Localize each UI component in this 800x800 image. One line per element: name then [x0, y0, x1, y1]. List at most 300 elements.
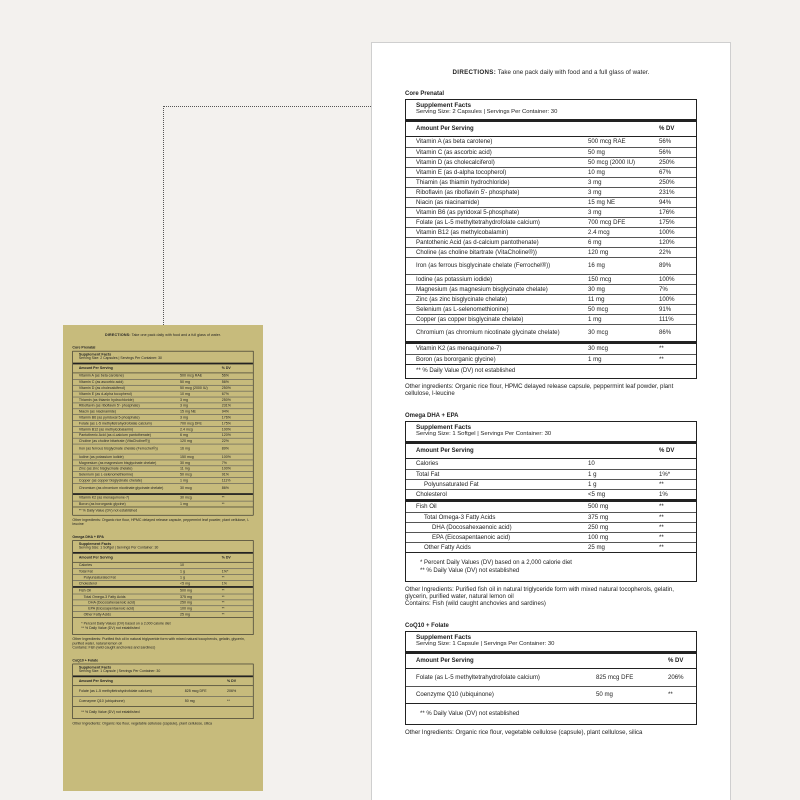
nutrient-row	[406, 669, 696, 686]
dv-header: % DV	[659, 126, 675, 132]
nutrient-row	[73, 391, 253, 397]
nutrient-rows	[406, 137, 696, 341]
other-ingredients: Other Ingredients: Organic rice flour, vegetable cellulose (capsule), plant cellulose, silica	[72, 721, 213, 726]
nutrient-name: Vitamin D (as cholecalciferol)	[416, 158, 495, 166]
nutrient-row	[406, 324, 696, 341]
nutrient-name: Magnesium (as magnesium bisglycinate chelate)	[416, 285, 548, 293]
nutrient-dv: 250%	[221, 397, 231, 402]
nutrient-row	[406, 227, 696, 237]
nutrient-amount: 250 mg	[180, 600, 192, 605]
nutrient-name: Folate (as L-5 methyltetrahydrofolate calcium)	[78, 688, 152, 693]
nutrient-row	[73, 501, 253, 507]
nutrient-name: Vitamin K2 (as menaquinone-7)	[416, 345, 502, 352]
nutrient-row	[73, 414, 253, 420]
nutrient-row	[73, 408, 253, 414]
other-ingredients: Other ingredients: Organic rice flour, HPMC delayed release capsule, peppermint leaf powder, plant cellulose, l-leucine	[72, 517, 250, 527]
nutrient-dv: 67%	[659, 168, 672, 176]
nutrient-dv: 175%	[659, 218, 675, 226]
nutrient-amount: 100 mg	[180, 606, 192, 611]
nutrient-dv: 250%	[221, 385, 231, 390]
nutrient-amount: 15 mg NE	[180, 409, 196, 414]
nutrient-row	[73, 426, 253, 432]
nutrient-amount: 25 mg	[180, 612, 190, 617]
contains-text: Contains: Fish (wild caught anchovies and sardines)	[72, 645, 156, 650]
nutrient-dv: 56%	[221, 373, 229, 378]
nutrient-row	[73, 696, 253, 706]
section-title: Omega DHA + EPA	[72, 535, 104, 540]
nutrient-amount: 375 mg	[588, 513, 609, 521]
nutrient-amount: 30 mg	[588, 285, 605, 293]
nutrient-amount: 25 mg	[588, 543, 605, 551]
nutrient-name: Pantothenic Acid (as d-calcium pantothenate)	[416, 238, 539, 246]
nutrient-dv: **	[659, 480, 664, 488]
facts-header	[73, 541, 253, 554]
dv-header: % DV	[668, 658, 684, 664]
nutrient-amount: 10 mg	[588, 168, 605, 176]
nutrient-dv: 100%	[659, 295, 675, 303]
nutrient-name: Coenzyme Q10 (ubiquinone)	[416, 691, 494, 698]
footnote: ** % Daily Value (DV) not established	[81, 626, 140, 631]
nutrient-amount: 10	[588, 460, 595, 467]
nutrient-name: Iron (as ferrous bisglycinate chelate (Ferrochel®))	[78, 446, 158, 451]
nutrient-name: Niacin (as niacinamide)	[416, 198, 480, 206]
nutrient-amount: 500 mcg RAE	[180, 373, 203, 378]
other-ingredients: Other ingredients: Organic rice flour, HPMC delayed release capsule, peppermint leaf powder, plant cellulose, l-leucine	[405, 383, 674, 397]
nutrient-name: Vitamin B6 (as pyridoxal 5-phosphate)	[416, 208, 520, 216]
nutrient-rows-extra	[406, 341, 696, 364]
nutrient-dv: **	[659, 513, 664, 521]
nutrient-row	[406, 502, 696, 512]
nutrient-name: Vitamin A (as beta carotene)	[416, 138, 493, 145]
nutrient-dv: 89%	[659, 262, 672, 269]
nutrient-amount: 3 mg	[588, 178, 602, 186]
nutrient-row	[73, 686, 253, 696]
nutrient-amount: 700 mcg DFE	[588, 218, 626, 226]
nutrient-amount: 3 mg	[180, 403, 188, 408]
nutrient-amount: 3 mg	[588, 188, 602, 196]
nutrient-amount: 50 mg	[180, 379, 190, 385]
nutrient-name: Vitamin E (as d-alpha tocopherol)	[416, 168, 507, 176]
nutrient-dv: 206%	[227, 688, 237, 693]
supplement-facts-table	[72, 351, 253, 516]
nutrient-dv: **	[659, 345, 664, 352]
nutrient-name: Selenium (as L-selenomethionine)	[416, 305, 509, 313]
nutrient-name: Vitamin B12 (as methylcobalamin)	[416, 228, 509, 236]
nutrient-row	[406, 532, 696, 542]
nutrient-rows	[406, 459, 696, 499]
nutrient-name: Riboflavin (as riboflavin 5'- phosphate)	[78, 403, 140, 408]
serving-info: Serving Size: 1 Capsule | Servings Per Container: 30	[78, 669, 161, 674]
nutrient-row	[73, 385, 253, 391]
nutrient-rows-extra	[73, 493, 253, 507]
nutrient-amount: 50 mcg (2000 IU)	[180, 385, 208, 390]
nutrient-name: Calories	[78, 563, 93, 568]
nutrient-name: Iodine (as potassium iodide)	[416, 275, 493, 283]
nutrient-amount: 30 mcg	[588, 329, 608, 336]
nutrient-name: Choline (as choline bitartrate (VitaCholine®))	[78, 438, 150, 443]
nutrient-row	[73, 588, 253, 594]
nutrient-amount: 825 mcg DFE	[596, 673, 634, 681]
nutrient-row	[406, 167, 696, 177]
nutrient-row	[406, 294, 696, 304]
nutrient-name: Chromium (as chromium nicotinate glycinate chelate)	[78, 486, 164, 491]
footnotes	[73, 617, 253, 634]
nutrient-amount: 15 mg NE	[588, 198, 616, 206]
nutrient-amount: 50 mg	[596, 691, 613, 698]
nutrient-name: Folate (as L-5 methyltetrahydrofolate calcium)	[416, 218, 540, 226]
nutrient-name: Thiamin (as thiamin hydrochloride)	[78, 397, 134, 402]
nutrient-name: Chromium (as chromium nicotinate glycinate chelate)	[416, 329, 560, 336]
nutrient-name: Cholesterol	[416, 490, 447, 498]
nutrient-name: DHA (Docosahexaenoic acid)	[432, 523, 512, 531]
facts-title: Supplement Facts	[416, 102, 472, 109]
nutrient-amount: 150 mcg	[180, 454, 194, 459]
dv-header: % DV	[227, 679, 237, 684]
nutrient-dv: **	[659, 355, 664, 363]
nutrient-amount: 375 mg	[180, 594, 192, 599]
connector-line	[163, 106, 371, 107]
nutrient-dv: 175%	[221, 421, 231, 426]
section-core-prenatal	[405, 91, 697, 397]
nutrient-dv: **	[221, 606, 225, 611]
nutrient-name: Total Omega-3 Fatty Acids	[83, 594, 126, 599]
nutrient-rows	[406, 669, 696, 703]
nutrient-dv: **	[221, 588, 225, 593]
nutrient-name: Zinc (as zinc bisglycinate chelate)	[416, 295, 508, 303]
nutrient-dv: 91%	[221, 472, 229, 477]
nutrient-row	[406, 217, 696, 227]
facts-title: Supplement Facts	[416, 424, 472, 431]
nutrient-amount: 30 mcg	[180, 495, 192, 500]
section-coq10	[405, 623, 697, 736]
nutrient-row	[73, 444, 253, 454]
nutrient-row	[406, 177, 696, 187]
nutrient-amount: 1 mg	[588, 355, 602, 363]
nutrient-rows	[73, 373, 253, 493]
nutrient-dv: **	[659, 543, 664, 551]
nutrient-row	[73, 568, 253, 574]
nutrient-dv: 94%	[221, 409, 229, 414]
nutrient-amount: 16 mg	[588, 262, 605, 269]
section-coq10	[72, 659, 253, 725]
supplement-facts-table	[405, 421, 697, 582]
nutrient-row	[73, 495, 253, 501]
nutrient-dv: 94%	[659, 198, 672, 206]
nutrient-dv: 56%	[221, 379, 229, 385]
nutrient-row	[406, 344, 696, 354]
nutrient-row	[406, 247, 696, 257]
other-ingredients	[405, 586, 697, 607]
nutrient-row	[73, 483, 253, 493]
facts-header	[406, 422, 696, 444]
nutrient-name: Zinc (as zinc bisglycinate chelate)	[78, 466, 133, 471]
column-header	[73, 364, 253, 373]
nutrient-dv: 250%	[659, 158, 675, 166]
nutrient-row	[406, 137, 696, 147]
nutrient-dv: 100%	[221, 454, 231, 459]
directions-text	[405, 69, 697, 76]
nutrient-amount: 1 g	[588, 480, 597, 488]
nutrient-name: Total Fat	[416, 470, 440, 478]
nutrient-name: Folate (as L-5 methyltetrahydrofolate calcium)	[416, 673, 540, 681]
nutrient-name: DHA (Docosahexaenoic acid)	[88, 600, 136, 605]
nutrient-dv: 120%	[659, 238, 675, 246]
nutrient-name: Thiamin (as thiamin hydrochloride)	[416, 178, 510, 186]
amount-header: Amount Per Serving	[416, 126, 474, 132]
nutrient-name: Magnesium (as magnesium bisglycinate chelate)	[78, 460, 157, 465]
nutrient-row	[73, 373, 253, 379]
nutrient-name: Boron (as bororganic glycine)	[78, 501, 126, 506]
nutrient-dv: **	[659, 503, 664, 510]
nutrient-row	[406, 237, 696, 247]
nutrient-row	[73, 600, 253, 606]
amount-header: Amount Per Serving	[416, 658, 474, 664]
nutrient-amount: 11 mg	[180, 466, 190, 471]
amount-header: Amount Per Serving	[416, 448, 474, 454]
nutrient-rows	[73, 686, 253, 706]
other-ingredients: Other Ingredients: Organic rice flour, vegetable cellulose (capsule), plant cellulose, silica	[405, 729, 643, 736]
column-header	[406, 654, 696, 669]
nutrient-dv: 206%	[668, 673, 684, 681]
supplement-facts-table	[72, 540, 253, 635]
nutrient-amount: 30 mg	[180, 460, 190, 465]
nutrient-dv: 22%	[659, 248, 672, 256]
nutrient-name: Folate (as L-5 methyltetrahydrofolate calcium)	[78, 421, 152, 426]
directions-body: Take one pack daily with food and a full glass of water.	[497, 69, 650, 76]
nutrient-amount: 120 mg	[588, 248, 609, 256]
amount-header: Amount Per Serving	[78, 556, 113, 560]
section-title: Core Prenatal	[72, 346, 96, 350]
nutrient-amount: 825 mcg DFE	[184, 688, 207, 693]
nutrient-row	[406, 274, 696, 284]
footnote: ** % Daily Value (DV) not established	[406, 364, 696, 378]
nutrient-dv: **	[221, 575, 225, 580]
nutrient-name: Copper (as copper bisglycinate chelate)	[416, 315, 524, 323]
nutrient-rows	[73, 563, 253, 587]
nutrient-row	[73, 432, 253, 438]
section-omega	[405, 413, 697, 607]
nutrient-amount: 500 mg	[180, 588, 192, 593]
nutrient-dv: 176%	[221, 415, 231, 420]
nutrient-dv: 100%	[659, 275, 675, 283]
nutrient-name: Vitamin B12 (as methylcobalamin)	[78, 427, 134, 432]
nutrient-amount: 1 g	[180, 575, 186, 580]
contains-text: Contains: Fish (wild caught anchovies and sardines)	[405, 600, 546, 607]
other-ingredients-text: Other Ingredients: Purified fish oil in natural triglyceride form with mixed natural tocopherols, gelatin, glycerin, purified water, natural lemon oil	[405, 586, 674, 600]
nutrient-amount: 1 mg	[180, 478, 188, 483]
nutrient-name: Fish Oil	[416, 503, 437, 510]
directions-body: Take one pack daily with food and a full glass of water.	[131, 333, 221, 338]
nutrient-dv: **	[221, 594, 225, 599]
nutrient-name: Vitamin C (as ascorbic acid)	[78, 379, 124, 385]
nutrient-dv: 22%	[221, 438, 229, 443]
nutrient-dv: 100%	[221, 466, 231, 471]
nutrient-name: Coenzyme Q10 (ubiquinone)	[78, 698, 125, 704]
nutrient-row	[73, 594, 253, 600]
nutrient-row	[73, 466, 253, 472]
nutrient-dv: 91%	[659, 305, 672, 313]
nutrient-row	[73, 574, 253, 580]
nutrient-row	[406, 459, 696, 469]
nutrient-name: Vitamin C (as ascorbic acid)	[416, 148, 492, 156]
nutrient-dv: 7%	[221, 460, 227, 465]
facts-title: Supplement Facts	[78, 665, 112, 670]
serving-info: Serving Size: 1 Capsule | Servings Per Container: 30	[416, 641, 555, 647]
nutrient-row	[73, 420, 253, 426]
nutrient-dv: 56%	[659, 148, 672, 156]
directions-label: DIRECTIONS:	[105, 333, 131, 338]
directions-text	[72, 333, 253, 337]
nutrient-row	[406, 284, 696, 294]
nutrient-row	[406, 197, 696, 207]
facts-header	[73, 664, 253, 677]
nutrient-dv: 89%	[221, 446, 229, 451]
dv-header: % DV	[221, 366, 231, 371]
nutrient-amount: 50 mcg	[180, 472, 192, 477]
section-title: Omega DHA + EPA	[405, 413, 459, 419]
nutrient-row	[73, 403, 253, 409]
section-title: CoQ10 + Folate	[405, 623, 449, 629]
nutrient-dv: 1%*	[659, 470, 671, 478]
nutrient-name: Iodine (as potassium iodide)	[78, 454, 124, 459]
nutrient-amount: 1 mg	[180, 501, 188, 506]
nutrient-amount: 250 mg	[588, 523, 609, 531]
facts-title: Supplement Facts	[416, 634, 472, 641]
footnote: ** % Daily Value (DV) not established	[73, 706, 253, 718]
nutrient-name: Vitamin E (as d-alpha tocopherol)	[78, 391, 132, 396]
nutrient-dv: 67%	[221, 391, 229, 396]
footnote: ** % Daily Value (DV) not established	[406, 703, 696, 724]
nutrient-dv: **	[221, 501, 225, 506]
serving-info: Serving Size: 1 Softgel | Servings Per Container: 30	[78, 546, 159, 550]
nutrient-amount: 3 mg	[180, 397, 188, 402]
nutrient-name: Polyunsaturated Fat	[83, 575, 116, 580]
nutrient-name: Choline (as choline bitartrate (VitaCholine®))	[416, 248, 537, 256]
nutrient-rows-extra	[73, 586, 253, 617]
nutrient-name: Niacin (as niacinamide)	[78, 409, 117, 414]
supplement-facts-table	[405, 631, 697, 725]
nutrient-amount: <5 mg	[180, 581, 191, 586]
nutrient-name: Calories	[416, 460, 439, 467]
nutrient-name: EPA (Eicosapentaenoic acid)	[432, 533, 511, 541]
column-header	[73, 677, 253, 686]
nutrient-dv: **	[668, 691, 673, 698]
facts-header	[406, 632, 696, 654]
nutrient-dv: **	[227, 698, 230, 704]
nutrient-name: Fish Oil	[78, 588, 92, 593]
nutrient-amount: 50 mcg (2000 IU)	[588, 158, 636, 166]
column-header	[406, 122, 696, 137]
nutrient-amount: 30 mcg	[588, 345, 608, 352]
footnotes	[406, 552, 696, 581]
nutrient-dv: **	[659, 533, 664, 541]
nutrient-amount: 6 mg	[588, 238, 602, 246]
nutrient-amount: 100 mg	[588, 533, 609, 541]
nutrient-dv: 250%	[659, 178, 675, 186]
dv-header: % DV	[659, 448, 675, 454]
nutrient-amount: 2.4 mcg	[180, 427, 193, 432]
nutrient-amount: 2.4 mcg	[588, 228, 610, 236]
facts-header	[406, 100, 696, 122]
nutrient-name: Cholesterol	[78, 581, 98, 586]
facts-title: Supplement Facts	[78, 541, 112, 547]
nutrient-name: Vitamin D (as cholecalciferol)	[78, 385, 126, 390]
nutrient-amount: <5 mg	[588, 490, 606, 498]
nutrient-amount: 1 g	[180, 569, 186, 574]
nutrient-amount: 1 g	[588, 470, 597, 478]
other-ingredients-text: Other Ingredients: Purified fish oil in natural triglyceride form with mixed natural tocopherols, gelatin, glycerin, purified water, natural lemon oil	[72, 637, 245, 646]
nutrient-dv: **	[221, 612, 225, 617]
nutrient-dv: **	[659, 523, 664, 531]
serving-info: Serving Size: 1 Softgel | Servings Per Container: 30	[416, 431, 552, 437]
label-thumbnail	[63, 325, 263, 791]
nutrient-amount: 10 mg	[180, 391, 190, 396]
connector-line-vertical	[163, 106, 164, 325]
nutrient-amount: 30 mcg	[180, 486, 192, 491]
nutrient-name: Other Fatty Acids	[83, 612, 112, 617]
nutrient-amount: 3 mg	[588, 208, 602, 216]
nutrient-dv: 176%	[659, 208, 675, 216]
footnote: * Percent Daily Values (DV) based on a 2,000 calorie diet	[81, 621, 171, 626]
footnote: * Percent Daily Values (DV) based on a 2,000 calorie diet	[420, 560, 572, 566]
nutrient-row	[73, 438, 253, 444]
nutrient-row	[73, 580, 253, 586]
nutrient-dv: 7%	[659, 285, 668, 293]
nutrient-name: Pantothenic Acid (as d-calcium pantothenate)	[78, 432, 151, 438]
nutrient-amount: 6 mg	[180, 432, 188, 438]
nutrient-row	[73, 471, 253, 477]
supplement-facts-table	[72, 664, 253, 719]
nutrient-amount: 150 mcg	[588, 275, 612, 283]
nutrient-row	[406, 522, 696, 532]
nutrient-amount: 10	[180, 563, 184, 568]
nutrient-row	[406, 147, 696, 157]
column-header	[406, 444, 696, 459]
nutrient-name: Vitamin A (as beta carotene)	[78, 373, 124, 378]
nutrient-name: Iron (as ferrous bisglycinate chelate (Ferrochel®))	[416, 262, 551, 269]
nutrient-name: Copper (as copper bisglycinate chelate)	[78, 478, 143, 483]
facts-header	[73, 351, 253, 364]
nutrient-name: Total Omega-3 Fatty Acids	[424, 513, 496, 521]
amount-header: Amount Per Serving	[78, 679, 113, 684]
nutrient-amount: 500 mg	[588, 503, 609, 510]
nutrient-amount: 1 mg	[588, 315, 602, 323]
section-core-prenatal	[72, 346, 253, 526]
nutrient-name: Other Fatty Acids	[424, 543, 471, 551]
nutrient-row	[73, 454, 253, 460]
nutrient-dv: 86%	[221, 486, 229, 491]
nutrient-row	[406, 489, 696, 499]
nutrient-name: EPA (Eicosapentaenoic acid)	[88, 606, 135, 611]
nutrient-dv: 111%	[221, 478, 231, 483]
footnote: ** % Daily Value (DV) not established	[73, 507, 253, 515]
nutrient-dv: 231%	[221, 403, 231, 408]
nutrient-amount: 500 mcg RAE	[588, 138, 626, 145]
label-zoom-panel	[371, 42, 731, 800]
nutrient-row	[406, 257, 696, 274]
nutrient-row	[73, 460, 253, 466]
nutrient-name: Riboflavin (as riboflavin 5'- phosphate)	[416, 188, 520, 196]
nutrient-name: Boron (as bororganic glycine)	[416, 355, 496, 363]
nutrient-amount: 50 mg	[184, 698, 195, 704]
footnote: ** % Daily Value (DV) not established	[420, 568, 520, 574]
section-title: Core Prenatal	[405, 91, 445, 97]
nutrient-row	[406, 542, 696, 552]
nutrient-amount: 120 mg	[180, 438, 192, 443]
nutrient-amount: 50 mg	[588, 148, 605, 156]
column-header	[73, 554, 253, 563]
nutrient-name: Polyunsaturated Fat	[424, 480, 479, 488]
